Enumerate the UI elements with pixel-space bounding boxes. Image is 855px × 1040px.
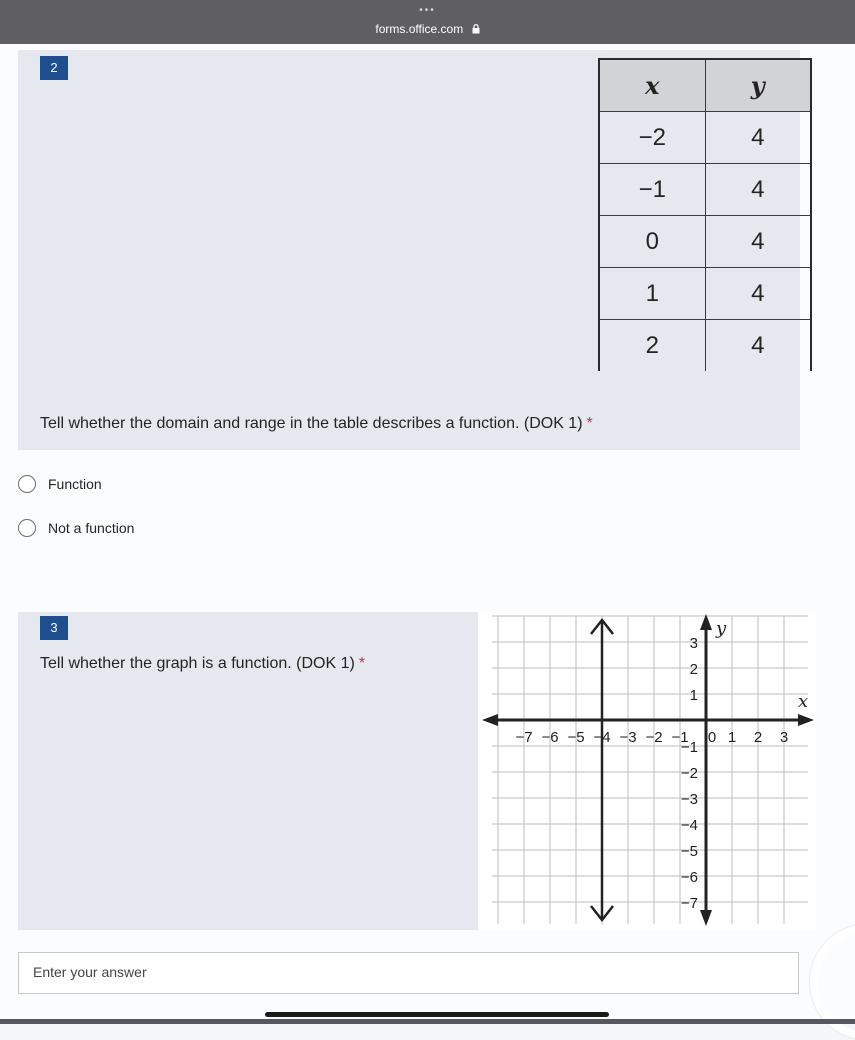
- lock-icon: [472, 22, 480, 38]
- y-tick-label: 3: [689, 635, 698, 652]
- more-dots-icon[interactable]: •••: [419, 5, 436, 16]
- question-text: Tell whether the domain and range in the table describes a function. (DOK 1): [40, 415, 583, 432]
- x-tick-labels: [515, 729, 788, 746]
- table-row: [599, 164, 811, 216]
- x-tick-label: −4: [593, 729, 611, 746]
- x-tick-label: −5: [567, 729, 585, 746]
- table-cell: 4: [705, 268, 811, 320]
- answer-input[interactable]: [19, 953, 787, 991]
- y-tick-label: −4: [680, 817, 698, 834]
- table-row: [599, 268, 811, 320]
- x-tick-label: 0: [707, 729, 717, 746]
- table-cell: 1: [599, 268, 705, 320]
- x-tick-label: −3: [619, 729, 637, 746]
- option-not-a-function[interactable]: [18, 516, 134, 540]
- table-row: [599, 320, 811, 372]
- table-cell: 4: [705, 112, 811, 164]
- y-tick-labels: [681, 635, 698, 912]
- x-tick-label: 3: [779, 729, 789, 746]
- radio-button[interactable]: [18, 475, 36, 493]
- table-row: [599, 112, 811, 164]
- table-cell: 0: [599, 216, 705, 268]
- x-axis-left-arrow: [482, 714, 498, 726]
- table-cell: 4: [705, 320, 811, 372]
- question-number: 2: [40, 56, 68, 80]
- x-tick-label: −6: [541, 729, 559, 746]
- table-cell: 4: [705, 216, 811, 268]
- header-y: y: [705, 59, 811, 112]
- y-tick-label: −2: [680, 765, 698, 782]
- required-asterisk: *: [586, 415, 593, 432]
- url-text: forms.office.com: [375, 22, 464, 36]
- option-label: Function: [48, 476, 102, 492]
- x-tick-label: −7: [515, 729, 533, 746]
- y-tick-label: −5: [680, 843, 698, 860]
- radio-button[interactable]: [18, 519, 36, 537]
- browser-top-bar: [0, 0, 855, 44]
- question-2-card: [18, 50, 800, 450]
- y-tick-label: −6: [680, 869, 698, 886]
- header-x: x: [599, 59, 705, 112]
- x-tick-label: 2: [753, 729, 763, 746]
- y-tick-label: −7: [680, 895, 698, 912]
- xy-table: [598, 58, 812, 371]
- y-axis-down-arrow: [700, 910, 712, 926]
- x-axis-label: x: [798, 691, 809, 712]
- y-tick-label: 2: [689, 661, 698, 678]
- bottom-edge: [0, 1019, 855, 1024]
- table-cell: −2: [599, 112, 705, 164]
- question-2-text: [40, 413, 593, 435]
- x-tick-label: 1: [727, 729, 737, 746]
- graph-svg: [478, 612, 816, 930]
- table-cell: 2: [599, 320, 705, 372]
- answer-box[interactable]: [18, 952, 799, 994]
- table-header-row: [599, 59, 811, 112]
- x-tick-label: −1: [671, 729, 689, 746]
- y-tick-label: −3: [680, 791, 698, 808]
- table-cell: −1: [599, 164, 705, 216]
- question-3-text: [40, 653, 365, 675]
- address-bar[interactable]: [0, 21, 855, 38]
- x-axis-right-arrow: [798, 714, 814, 726]
- question-text: Tell whether the graph is a function. (DOK 1): [40, 655, 355, 672]
- y-axis-label: y: [716, 618, 727, 639]
- question-number: 3: [40, 616, 68, 640]
- question-3-card: [18, 612, 809, 930]
- required-asterisk: *: [358, 655, 366, 672]
- y-tick-label: 1: [689, 687, 698, 704]
- table-cell: 4: [705, 164, 811, 216]
- y-tick-label: −1: [680, 739, 698, 756]
- x-tick-label: −2: [645, 729, 663, 746]
- grid: [492, 616, 808, 924]
- option-label: Not a function: [48, 520, 135, 536]
- home-indicator: [265, 1012, 609, 1017]
- option-function[interactable]: [18, 472, 102, 496]
- table-row: [599, 216, 811, 268]
- form-page: [0, 44, 855, 1024]
- coordinate-graph: [478, 612, 816, 930]
